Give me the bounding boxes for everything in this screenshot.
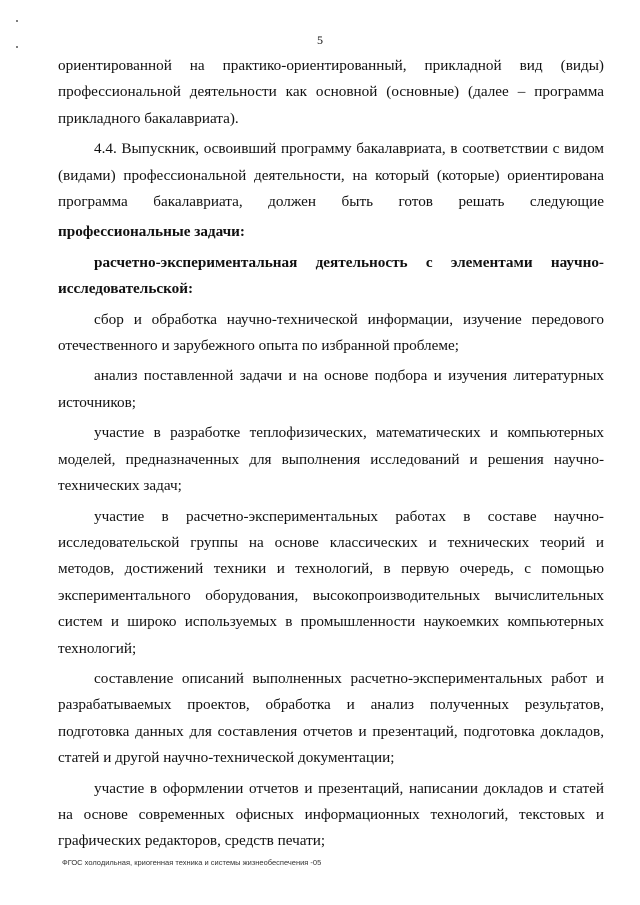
list-item-work-description: составление описаний выполненных расчетно-экспериментальных работ и разрабатываемых проектов, обработка и анализ полученных результатов, подготовка данных для составления отчетов и презентаций, подготовка докладов, статей и другой научно-технической документации; <box>58 669 604 767</box>
page-number: 5 <box>317 33 323 47</box>
list-item-report-preparation: участие в оформлении отчетов и презентаций, написании докладов и статей на основе современных офисных информационных технологий, текстовых и графических редакторов, средств печати; <box>58 779 604 850</box>
heading-activity-type: расчетно-экспериментальная деятельность с элементами научно-исследовательской: <box>58 253 604 298</box>
paragraph-graduate-tasks: 4.4. Выпускник, освоивший программу бакалавриата, в соответствии с видом (видами) профессиональной деятельности, на который (которые) ориентирована программа бакалавриата, должен быть готов решать следующие <box>58 140 604 211</box>
paragraph-continuation: ориентированной на практико-ориентированный, прикладной вид (виды) профессиональной деятельности как основной (основные) (далее – программа прикладного бакалавриата). <box>58 57 604 127</box>
list-item-experimental-work: участие в расчетно-экспериментальных работах в составе научно-исследовательской группы на основе классических и технических теорий и методов, достижений техники и технологий, в первую очередь, с помощью экспериментального оборудования, высокопроизводительных вычислительных систем и широко используемых в промышленности наукоемких компьютерных технологий; <box>58 507 604 657</box>
document-footer: ФГОС холодильная, криогенная техника и системы жизнеобеспечения -05 <box>62 858 322 867</box>
list-item-model-development: участие в разработке теплофизических, математических и компьютерных моделей, предназначенных для выполнения исследований и решения научно-технических задач; <box>58 424 604 495</box>
document-body <box>58 53 604 859</box>
heading-professional-tasks: профессиональные задачи: <box>58 223 245 241</box>
scan-speck <box>16 20 18 22</box>
list-item-information-collection: сбор и обработка научно-технической информации, изучение передового отечественного и зарубежного опыта по избранной проблеме; <box>58 310 604 355</box>
list-item-task-analysis: анализ поставленной задачи и на основе подбора и изучения литературных источников; <box>58 367 604 411</box>
